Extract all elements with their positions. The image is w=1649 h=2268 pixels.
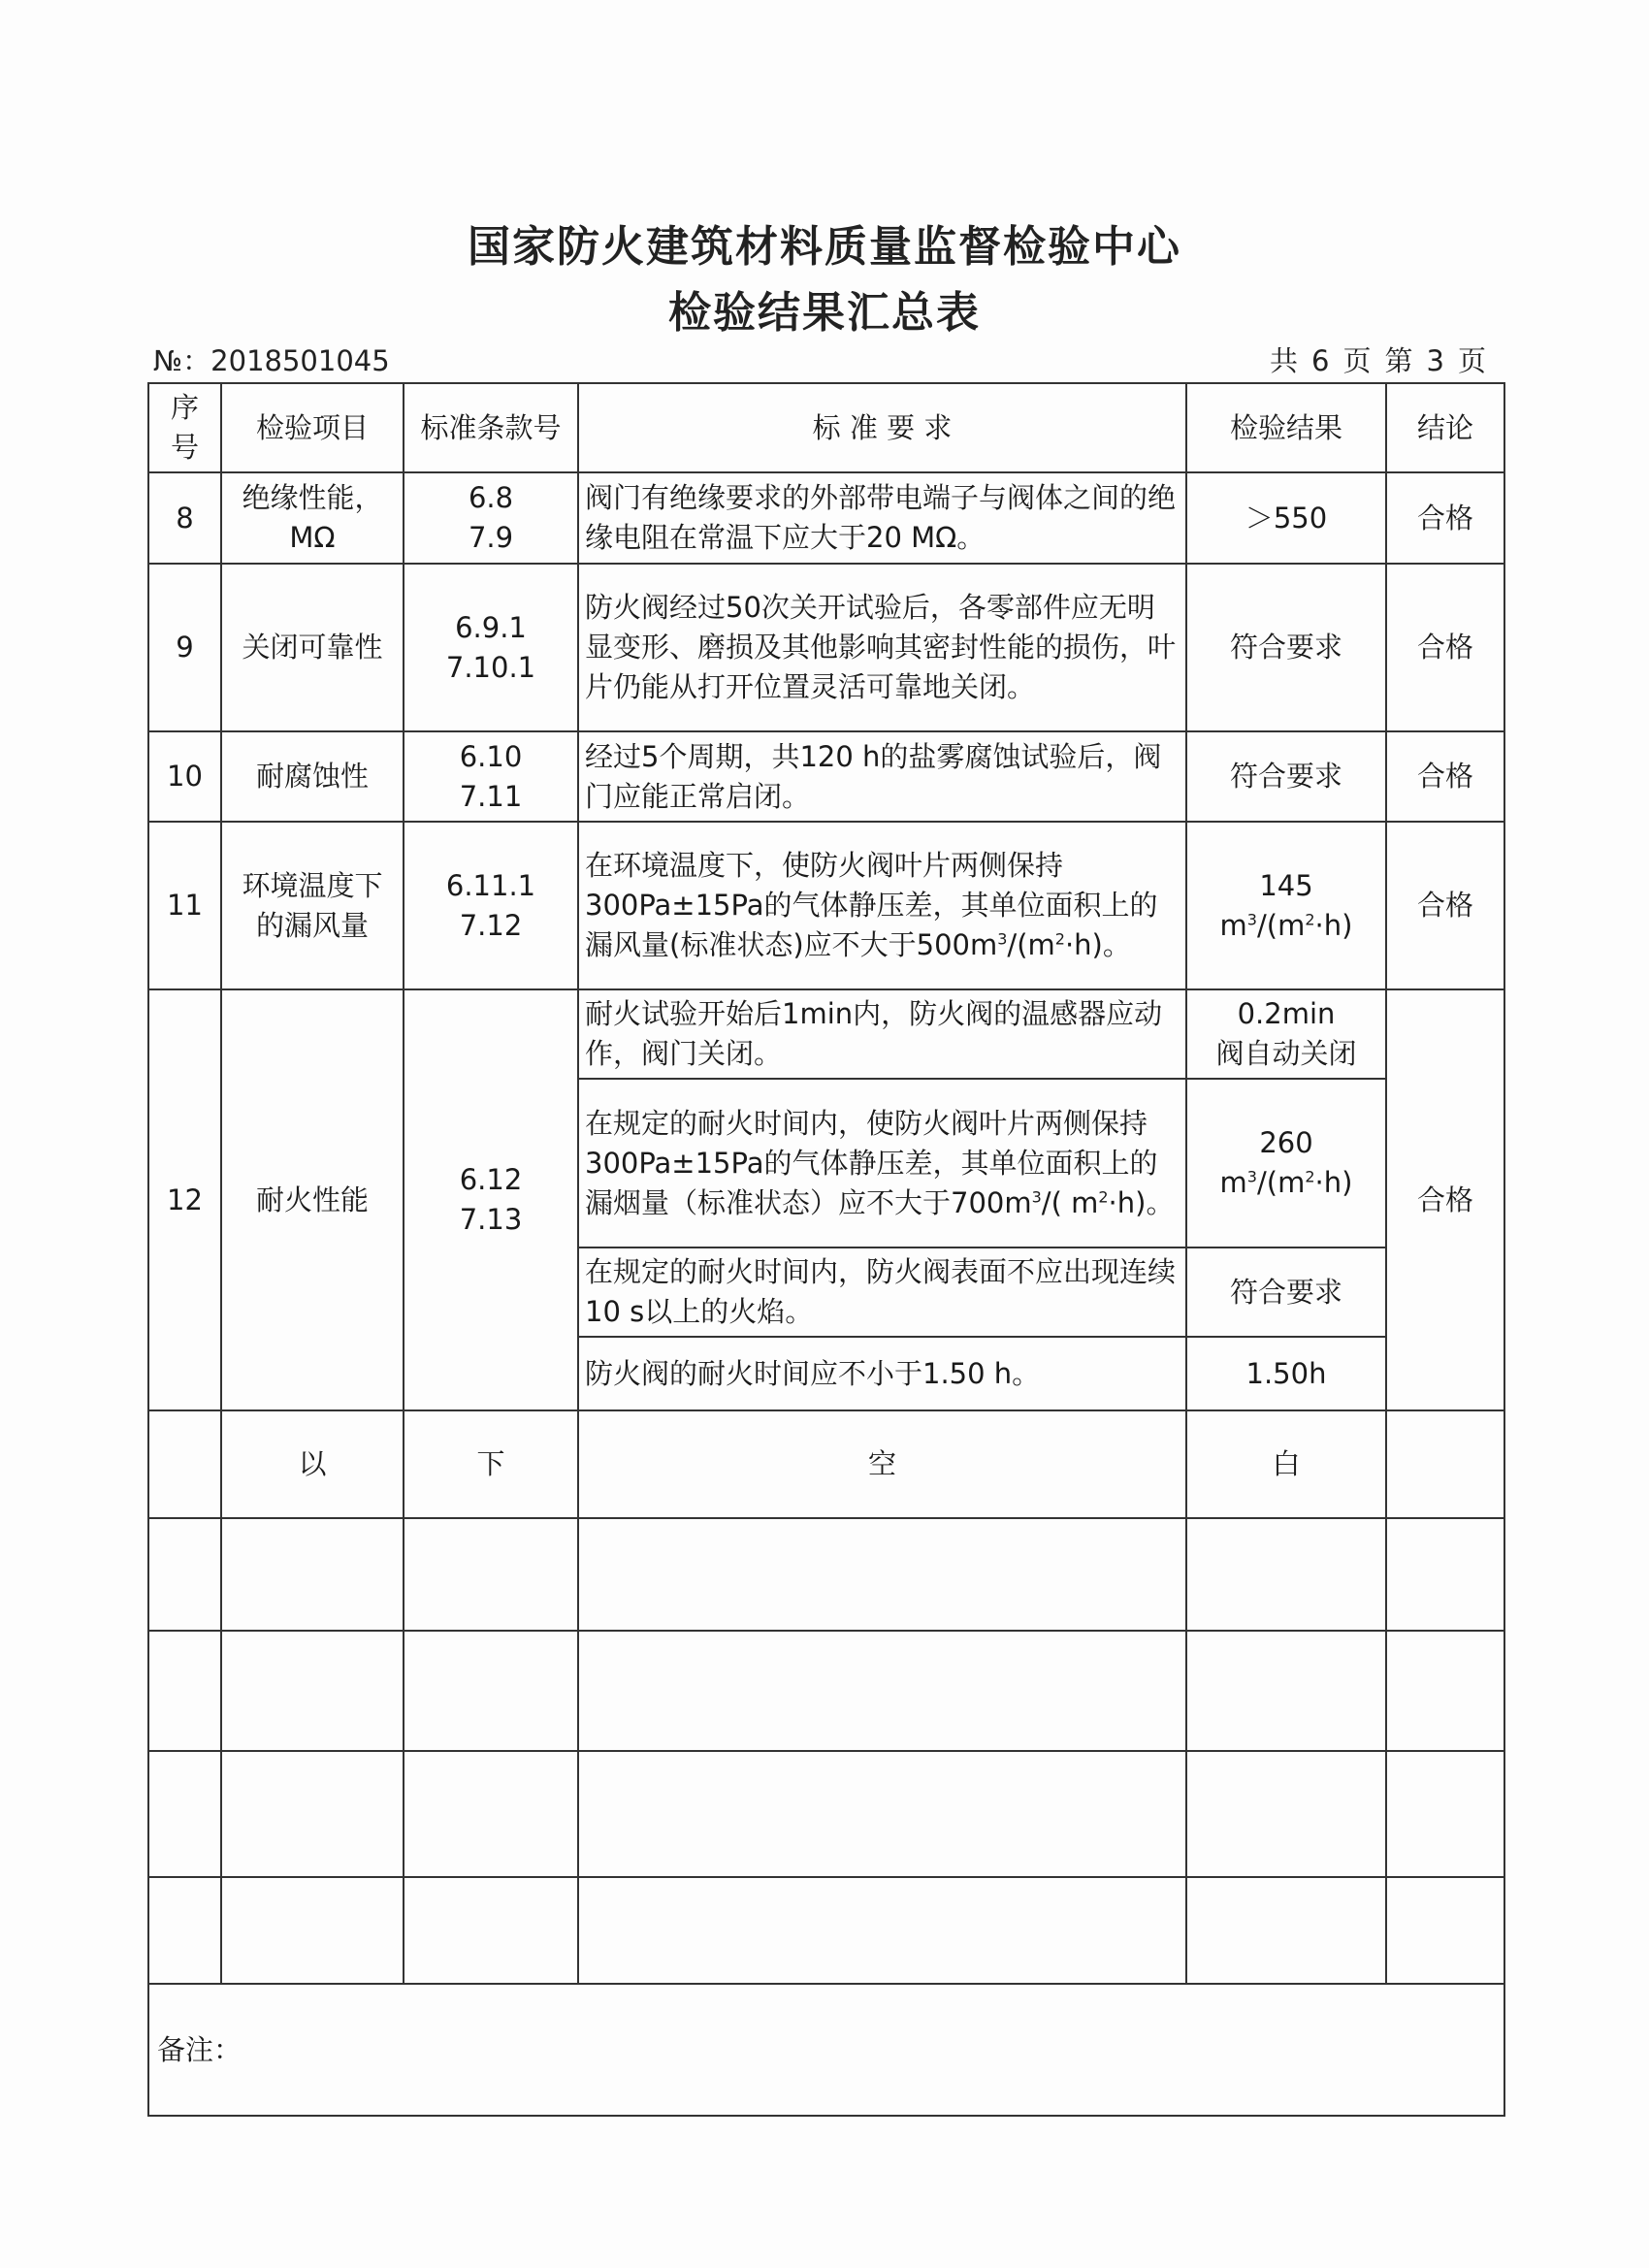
empty-row (148, 1631, 1504, 1751)
blank-marker: 空 (578, 1410, 1186, 1518)
row-conclusion: 合格 (1386, 472, 1504, 564)
empty-cell (148, 1410, 221, 1518)
row-clause (404, 731, 578, 822)
row-clause (404, 822, 578, 989)
empty-cell (221, 1518, 404, 1631)
empty-cell (404, 1631, 578, 1751)
table-row (148, 472, 1504, 564)
notes-label: 备注： (148, 1984, 1504, 2116)
header-conclusion: 结论 (1386, 383, 1504, 472)
empty-cell (1186, 1518, 1386, 1631)
row-result (1186, 822, 1386, 989)
empty-cell (148, 1751, 221, 1877)
empty-cell (1386, 1877, 1504, 1984)
row-requirement: 耐火试验开始后1min内，防火阀的温感器应动作，阀门关闭。 (578, 989, 1186, 1079)
empty-cell (1386, 1410, 1504, 1518)
empty-cell (404, 1751, 578, 1877)
row-requirement (578, 822, 1186, 989)
blank-marker-row (148, 1410, 1504, 1518)
page-subtitle: 检验结果汇总表 (668, 288, 981, 338)
superscript: 2 (1305, 909, 1315, 928)
unit-text: m (1219, 908, 1247, 942)
row-seq: 12 (148, 989, 221, 1410)
clause-line: 6.12 (459, 1163, 523, 1196)
table-row (148, 989, 1504, 1079)
empty-row (148, 1877, 1504, 1984)
blank-marker: 下 (404, 1410, 578, 1518)
result-value: 260 (1259, 1126, 1313, 1159)
row-result: 符合要求 (1186, 1247, 1386, 1337)
empty-cell (1186, 1751, 1386, 1877)
empty-cell (578, 1751, 1186, 1877)
row-requirement: 阀门有绝缘要求的外部带电端子与阀体之间的绝缘电阻在常温下应大于20 MΩ。 (578, 472, 1186, 564)
page-indicator (1264, 340, 1494, 379)
row-seq: 11 (148, 822, 221, 989)
row-item: 绝缘性能，MΩ (221, 472, 404, 564)
superscript: 3 (1031, 1186, 1042, 1206)
clause-line: 6.8 (468, 481, 514, 514)
row-result (1186, 989, 1386, 1079)
result-value: 145 (1259, 868, 1313, 902)
header-requirement: 标 准 要 求 (578, 383, 1186, 472)
clause-line: 6.11.1 (445, 868, 536, 902)
superscript: 2 (1098, 1186, 1109, 1206)
result-unit (1195, 1163, 1377, 1203)
empty-cell (404, 1518, 578, 1631)
clause-line: 7.10.1 (445, 650, 536, 684)
pages-current-prefix: 第 (1384, 344, 1415, 377)
row-result (1186, 1079, 1386, 1247)
row-item: 关闭可靠性 (221, 564, 404, 731)
row-result: ＞550 (1186, 472, 1386, 564)
blank-marker: 以 (221, 1410, 404, 1518)
superscript: 2 (1305, 1167, 1315, 1186)
blank-marker: 白 (1186, 1410, 1386, 1518)
row-conclusion: 合格 (1386, 731, 1504, 822)
empty-cell (148, 1877, 221, 1984)
empty-cell (578, 1631, 1186, 1751)
table-header-row (148, 383, 1504, 472)
document-number: №：2018501045 (153, 344, 390, 377)
header-clause: 标准条款号 (404, 383, 578, 472)
clause-line: 7.11 (459, 779, 523, 813)
empty-cell (1386, 1751, 1504, 1877)
unit-text: /(m (1256, 908, 1306, 942)
empty-row (148, 1518, 1504, 1631)
empty-cell (578, 1518, 1186, 1631)
pages-current-suffix: 页 (1457, 344, 1488, 377)
results-table (147, 382, 1505, 2117)
superscript: 3 (997, 929, 1008, 949)
row-conclusion: 合格 (1386, 564, 1504, 731)
empty-cell (404, 1877, 578, 1984)
clause-line: 6.9.1 (455, 610, 527, 644)
clause-line: 7.12 (459, 908, 523, 942)
requirement-text: 在规定的耐火时间内，使防火阀叶片两侧保持300Pa±15Pa的气体静压差，其单位面积上的漏烟量（标准状态）应不大于700m (585, 1106, 1158, 1219)
empty-cell (578, 1877, 1186, 1984)
clause-line: 7.13 (459, 1203, 523, 1236)
empty-cell (1186, 1631, 1386, 1751)
row-requirement: 防火阀的耐火时间应不小于1.50 h。 (578, 1337, 1186, 1410)
requirement-text: /( m (1041, 1185, 1099, 1219)
empty-cell (221, 1631, 404, 1751)
row-clause (404, 472, 578, 564)
result-line: 阀自动关闭 (1215, 1037, 1357, 1070)
empty-cell (221, 1751, 404, 1877)
clause-line: 7.9 (468, 521, 514, 554)
row-clause (404, 564, 578, 731)
empty-cell (1186, 1877, 1386, 1984)
row-seq: 8 (148, 472, 221, 564)
header-seq: 序号 (148, 383, 221, 472)
superscript: 3 (1246, 909, 1257, 928)
row-seq: 9 (148, 564, 221, 731)
requirement-text: ·h)。 (1108, 1185, 1175, 1219)
empty-cell (148, 1518, 221, 1631)
row-requirement: 经过5个周期，共120 h的盐雾腐蚀试验后，阀门应能正常启闭。 (578, 731, 1186, 822)
empty-row (148, 1751, 1504, 1877)
row-seq: 10 (148, 731, 221, 822)
header-result: 检验结果 (1186, 383, 1386, 472)
result-line: 0.2min (1237, 997, 1336, 1030)
empty-cell (148, 1631, 221, 1751)
row-item: 环境温度下的漏风量 (221, 822, 404, 989)
superscript: 2 (1054, 929, 1065, 949)
empty-cell (1386, 1631, 1504, 1751)
row-clause (404, 989, 578, 1410)
pages-total-suffix: 页 (1342, 344, 1374, 377)
unit-text: m (1219, 1166, 1247, 1199)
unit-text: /(m (1256, 1166, 1306, 1199)
row-result: 1.50h (1186, 1337, 1386, 1410)
row-result: 符合要求 (1186, 731, 1386, 822)
row-requirement: 防火阀经过50次关开试验后，各零部件应无明显变形、磨损及其他影响其密封性能的损伤，叶片仍能从打开位置灵活可靠地关闭。 (578, 564, 1186, 731)
pages-total: 6 (1311, 344, 1332, 377)
row-requirement: 在规定的耐火时间内，防火阀表面不应出现连续10 s以上的火焰。 (578, 1247, 1186, 1337)
requirement-text: 在环境温度下，使防火阀叶片两侧保持300Pa±15Pa的气体静压差，其单位面积上的漏风量(标准状态)应不大于500m (585, 849, 1158, 961)
row-requirement (578, 1079, 1186, 1247)
notes-row (148, 1984, 1504, 2116)
empty-cell (1386, 1518, 1504, 1631)
page-title: 国家防火建筑材料质量监督检验中心 (468, 222, 1181, 272)
unit-text: ·h) (1314, 908, 1353, 942)
table-row (148, 731, 1504, 822)
pages-total-prefix: 共 (1270, 344, 1301, 377)
pages-current: 3 (1426, 344, 1446, 377)
requirement-text: /(m (1007, 928, 1055, 961)
row-result: 符合要求 (1186, 564, 1386, 731)
unit-text: ·h) (1314, 1166, 1353, 1199)
row-item: 耐腐蚀性 (221, 731, 404, 822)
table-row (148, 822, 1504, 989)
clause-line: 6.10 (459, 739, 523, 773)
header-item: 检验项目 (221, 383, 404, 472)
result-unit (1195, 906, 1377, 946)
row-item: 耐火性能 (221, 989, 404, 1410)
requirement-text: ·h)。 (1064, 928, 1131, 961)
superscript: 3 (1246, 1167, 1257, 1186)
row-conclusion: 合格 (1386, 989, 1504, 1410)
empty-cell (221, 1877, 404, 1984)
table-row (148, 564, 1504, 731)
row-conclusion: 合格 (1386, 822, 1504, 989)
